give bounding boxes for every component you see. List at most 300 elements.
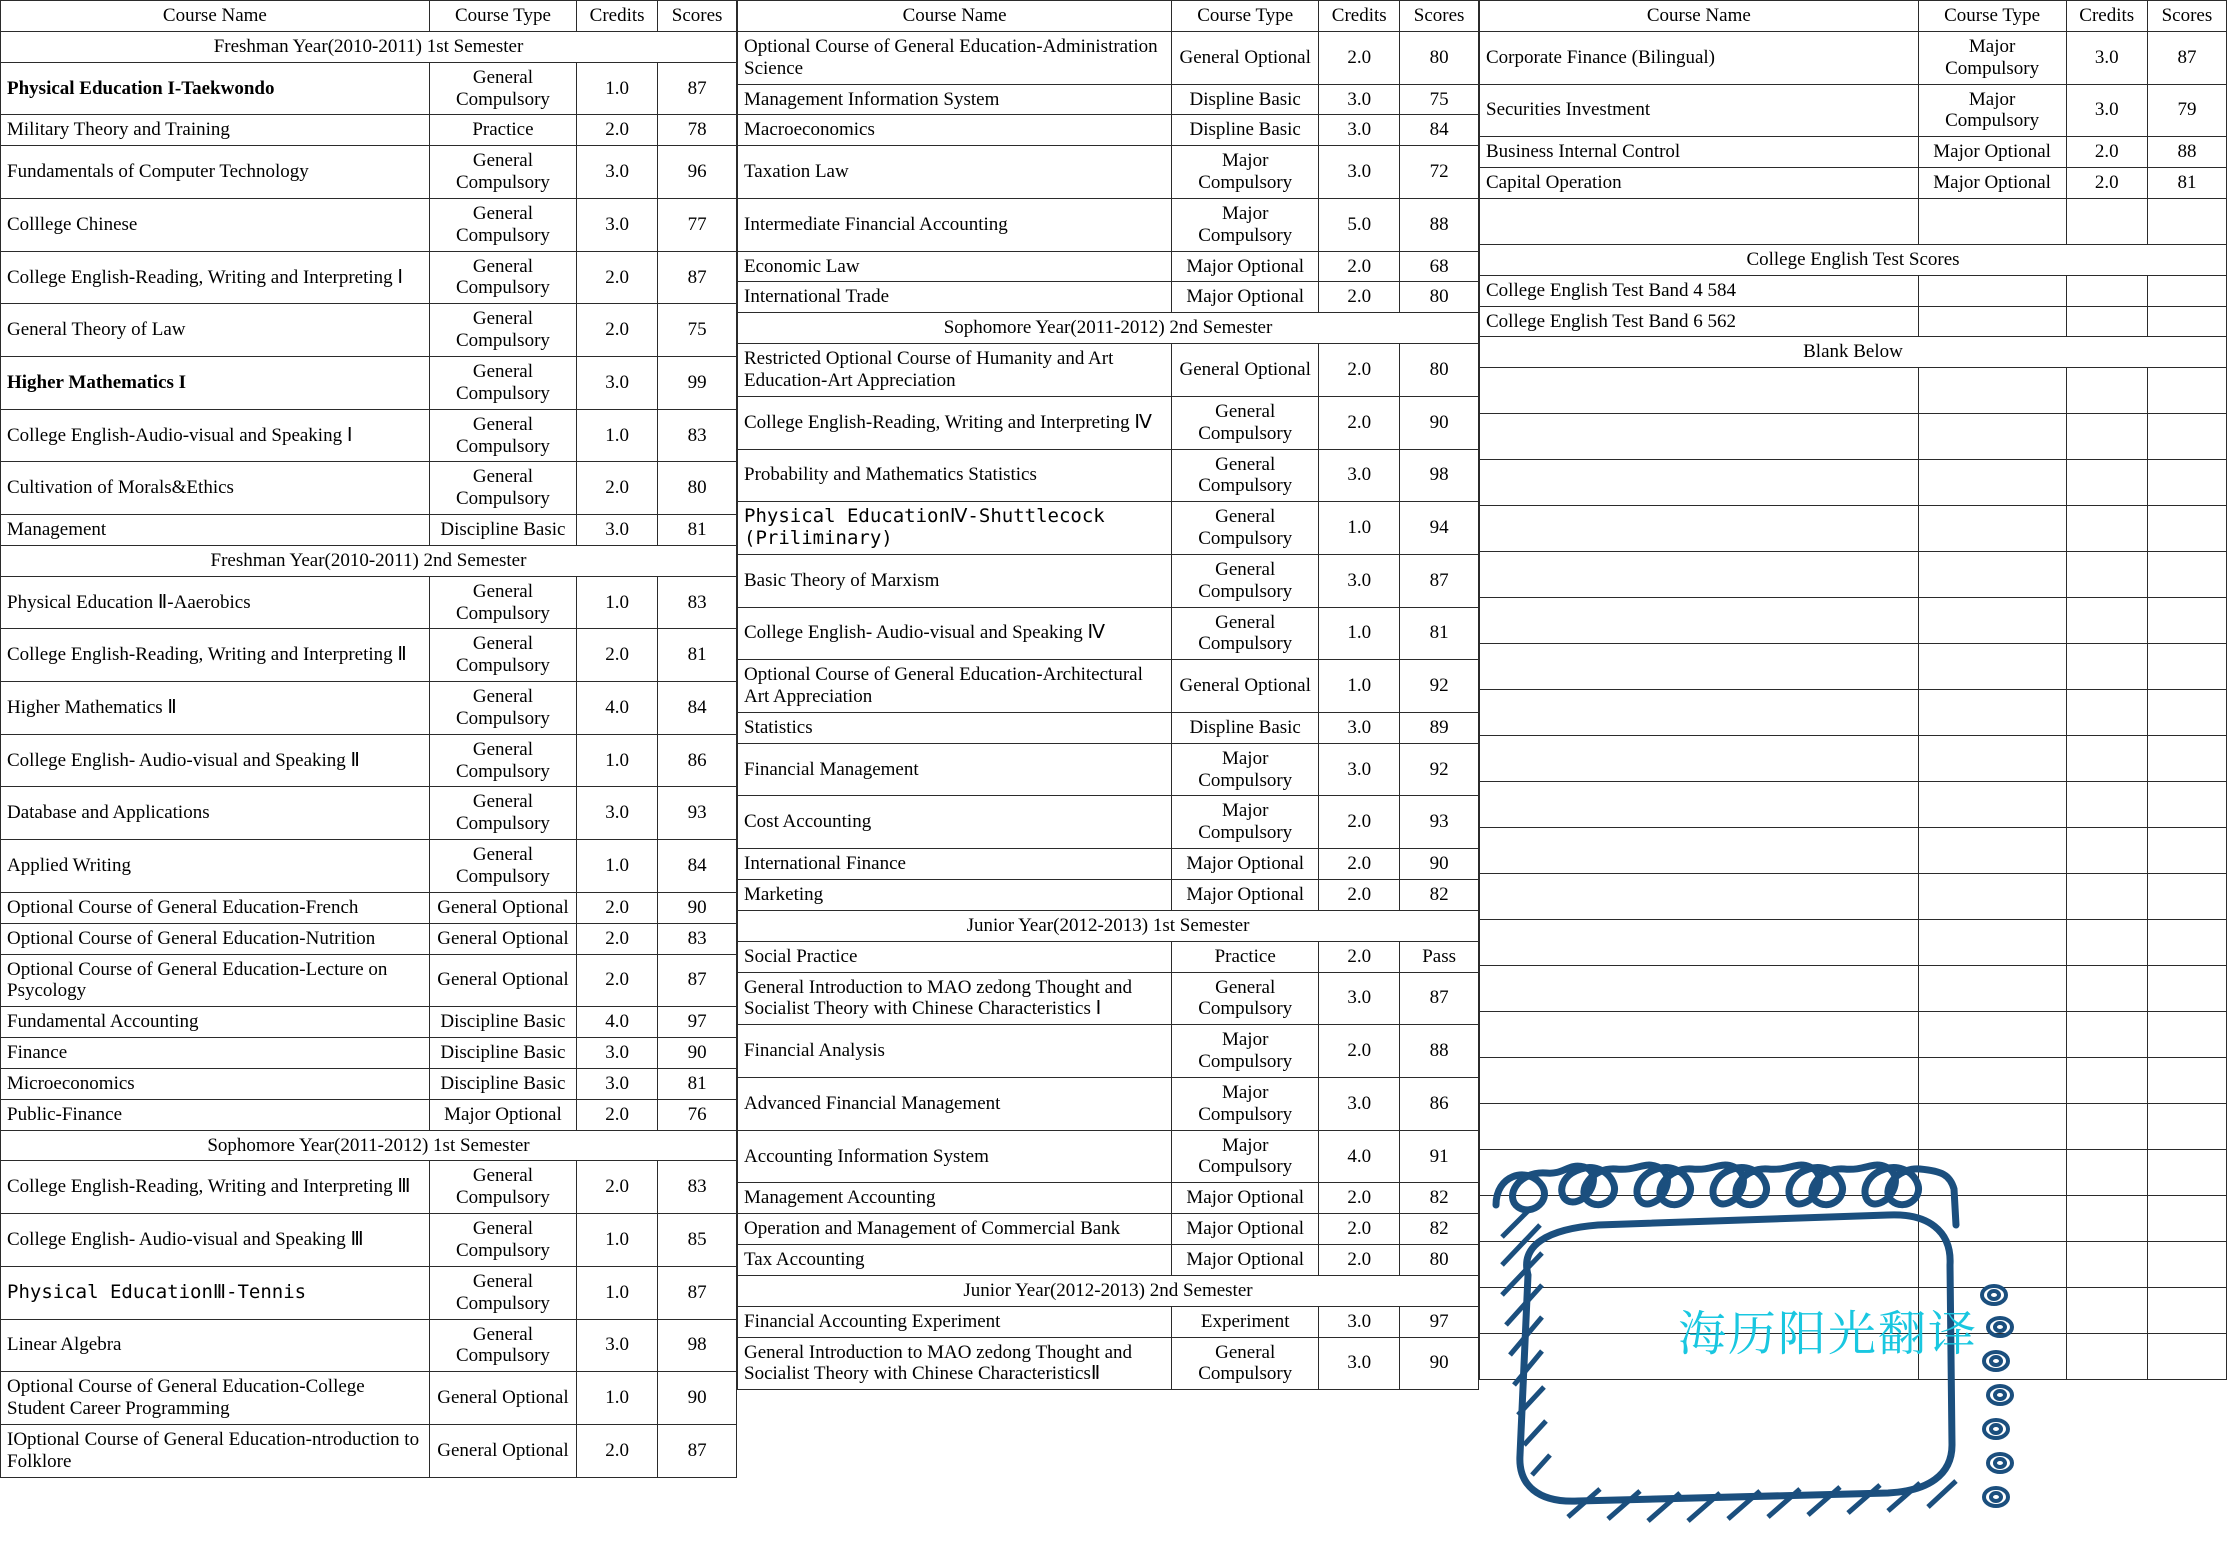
scores-cell xyxy=(2147,782,2226,828)
course-name-cell: Optional Course of General Education-Architectural Art Appreciation xyxy=(738,660,1172,713)
credits-cell: 2.0 xyxy=(577,251,658,304)
scores-cell: 90 xyxy=(1400,849,1479,880)
course-type-cell: General Compulsory xyxy=(429,787,576,840)
course-type-cell: Major Optional xyxy=(1172,251,1319,282)
scores-cell: 83 xyxy=(658,1161,737,1214)
table-row xyxy=(738,502,1479,555)
scores-cell: 86 xyxy=(658,734,737,787)
credits-header: Credits xyxy=(2066,1,2147,32)
course-name-cell: Cultivation of Morals&Ethics xyxy=(1,462,430,515)
course-name-cell: Fundamentals of Computer Technology xyxy=(1,146,430,199)
course-type-cell: Displine Basic xyxy=(1172,115,1319,146)
course-name-cell xyxy=(1480,506,1919,552)
table-row xyxy=(738,1337,1479,1390)
semester-section-row xyxy=(1,545,737,576)
scores-header: Scores xyxy=(1400,1,1479,32)
scores-cell: 84 xyxy=(658,840,737,893)
course-type-cell xyxy=(1918,920,2066,966)
course-name-cell: IOptional Course of General Education-ntroduction to Folklore xyxy=(1,1424,430,1477)
blank-row xyxy=(1480,414,2227,460)
scores-cell: 98 xyxy=(1400,449,1479,502)
scores-cell: 81 xyxy=(658,515,737,546)
table-row xyxy=(1480,275,2227,306)
scores-cell xyxy=(2147,1196,2226,1242)
course-name-cell xyxy=(1480,1334,1919,1380)
table-header-row xyxy=(738,1,1479,32)
credits-cell: 3.0 xyxy=(2066,84,2147,137)
scores-cell: 80 xyxy=(1400,344,1479,397)
course-type-cell: Practice xyxy=(429,115,576,146)
course-type-cell: General Optional xyxy=(1172,660,1319,713)
table-row xyxy=(738,198,1479,251)
credits-cell: 2.0 xyxy=(577,1161,658,1214)
scores-cell xyxy=(2147,1012,2226,1058)
scores-cell: 98 xyxy=(658,1319,737,1372)
credits-cell xyxy=(2066,414,2147,460)
course-name-cell: Applied Writing xyxy=(1,840,430,893)
table-row xyxy=(738,660,1479,713)
course-type-cell xyxy=(1918,1196,2066,1242)
credits-cell: 3.0 xyxy=(1319,972,1400,1025)
credits-cell: 3.0 xyxy=(577,198,658,251)
course-type-cell xyxy=(1918,368,2066,414)
semester-section-row xyxy=(738,910,1479,941)
credits-cell xyxy=(2066,736,2147,782)
scores-cell: 80 xyxy=(658,462,737,515)
scores-cell xyxy=(2147,920,2226,966)
course-name-cell: Physical EducationⅢ-Tennis xyxy=(1,1266,430,1319)
course-type-cell: General Compulsory xyxy=(429,1214,576,1267)
credits-cell: 1.0 xyxy=(577,576,658,629)
table-row xyxy=(1,62,737,115)
course-name-cell xyxy=(1480,966,1919,1012)
scores-cell: 80 xyxy=(1400,1244,1479,1275)
table-row xyxy=(738,396,1479,449)
course-name-cell: Restricted Optional Course of Humanity and Art Education-Art Appreciation xyxy=(738,344,1172,397)
credits-cell: 3.0 xyxy=(1319,1077,1400,1130)
credits-cell: 3.0 xyxy=(1319,743,1400,796)
scores-cell xyxy=(2147,1288,2226,1334)
course-name-cell: Securities Investment xyxy=(1480,84,1919,137)
table-row xyxy=(738,712,1479,743)
credits-cell: 3.0 xyxy=(577,787,658,840)
scores-cell xyxy=(2147,690,2226,736)
course-name-cell xyxy=(1480,736,1919,782)
scores-cell: 76 xyxy=(658,1099,737,1130)
credits-cell: 3.0 xyxy=(1319,1337,1400,1390)
course-type-cell xyxy=(1918,414,2066,460)
scores-cell xyxy=(2147,414,2226,460)
course-name-cell xyxy=(1480,552,1919,598)
scores-cell: 92 xyxy=(1400,743,1479,796)
course-name-cell: Linear Algebra xyxy=(1,1319,430,1372)
scores-cell: 68 xyxy=(1400,251,1479,282)
scores-cell: 86 xyxy=(1400,1077,1479,1130)
table-row xyxy=(1,1424,737,1477)
blank-row xyxy=(1480,1150,2227,1196)
credits-cell xyxy=(2066,460,2147,506)
credits-cell xyxy=(2066,1150,2147,1196)
scores-cell xyxy=(2147,874,2226,920)
table-row xyxy=(738,607,1479,660)
course-type-cell: General Optional xyxy=(1172,344,1319,397)
credits-cell xyxy=(2066,874,2147,920)
table-row xyxy=(738,880,1479,911)
credits-cell: 1.0 xyxy=(577,734,658,787)
course-type-cell: General Optional xyxy=(429,923,576,954)
table-row xyxy=(1,787,737,840)
credits-cell: 1.0 xyxy=(577,409,658,462)
course-type-cell xyxy=(1918,598,2066,644)
course-type-cell: General Compulsory xyxy=(429,840,576,893)
scores-header: Scores xyxy=(658,1,737,32)
table-row xyxy=(738,1244,1479,1275)
blank-row xyxy=(1480,368,2227,414)
credits-cell xyxy=(2066,368,2147,414)
course-name-cell: General Introduction to MAO zedong Thought and Socialist Theory with Chinese Characteristics Ⅰ xyxy=(738,972,1172,1025)
semester-section-row xyxy=(1,1130,737,1161)
credits-cell: 2.0 xyxy=(1319,849,1400,880)
semester-label: Sophomore Year(2011-2012) 2nd Semester xyxy=(738,313,1479,344)
course-type-cell xyxy=(1918,1150,2066,1196)
credits-cell: 3.0 xyxy=(577,146,658,199)
course-name-cell: Management Accounting xyxy=(738,1183,1172,1214)
scores-cell xyxy=(2147,1334,2226,1380)
table-header-row xyxy=(1,1,737,32)
scores-cell: Pass xyxy=(1400,941,1479,972)
table-header-row xyxy=(1480,1,2227,32)
course-type-header: Course Type xyxy=(1918,1,2066,32)
credits-cell: 1.0 xyxy=(1319,502,1400,555)
course-name-cell: College English- Audio-visual and Speaking Ⅳ xyxy=(738,607,1172,660)
table-row xyxy=(1,1319,737,1372)
credits-cell: 2.0 xyxy=(1319,1214,1400,1245)
table-row xyxy=(738,1214,1479,1245)
credits-cell xyxy=(2066,828,2147,874)
scores-cell: 82 xyxy=(1400,1183,1479,1214)
course-type-cell: Major Compulsory xyxy=(1172,743,1319,796)
course-type-cell: Major Compulsory xyxy=(1172,1025,1319,1078)
blank-row xyxy=(1480,1196,2227,1242)
course-name-cell: Higher Mathematics Ⅱ xyxy=(1,682,430,735)
course-type-cell xyxy=(1918,1334,2066,1380)
table-row xyxy=(1,629,737,682)
transcript-column-middle xyxy=(737,0,1479,1390)
course-name-cell xyxy=(1480,874,1919,920)
table-row xyxy=(738,84,1479,115)
blank-row xyxy=(1480,966,2227,1012)
course-type-cell: General Compulsory xyxy=(429,62,576,115)
table-row xyxy=(1,1372,737,1425)
course-table-middle xyxy=(737,0,1479,1390)
table-row xyxy=(738,344,1479,397)
scores-cell: 84 xyxy=(658,682,737,735)
credits-cell: 2.0 xyxy=(1319,396,1400,449)
table-row xyxy=(1,682,737,735)
scores-cell: 87 xyxy=(1400,554,1479,607)
scores-cell: 87 xyxy=(1400,972,1479,1025)
scores-cell xyxy=(2147,598,2226,644)
table-row xyxy=(1,1099,737,1130)
course-name-cell: College English- Audio-visual and Speaking Ⅱ xyxy=(1,734,430,787)
credits-cell: 3.0 xyxy=(1319,115,1400,146)
table-row xyxy=(738,251,1479,282)
course-type-cell: Experiment xyxy=(1172,1306,1319,1337)
course-name-cell: Social Practice xyxy=(738,941,1172,972)
blank-row xyxy=(1480,874,2227,920)
credits-cell: 1.0 xyxy=(577,1214,658,1267)
credits-cell xyxy=(2066,275,2147,306)
course-type-cell: General Compulsory xyxy=(1172,1337,1319,1390)
scores-cell: 87 xyxy=(658,1266,737,1319)
scores-cell: 81 xyxy=(658,629,737,682)
course-name-cell xyxy=(1480,828,1919,874)
table-row xyxy=(1480,137,2227,168)
semester-label: College English Test Scores xyxy=(1480,244,2227,275)
course-type-cell: Major Optional xyxy=(1172,282,1319,313)
credits-cell: 3.0 xyxy=(577,1038,658,1069)
credits-cell: 2.0 xyxy=(577,462,658,515)
table-row xyxy=(1480,84,2227,137)
table-row xyxy=(1,409,737,462)
table-row xyxy=(738,31,1479,84)
course-name-cell: Economic Law xyxy=(738,251,1172,282)
course-name-cell xyxy=(1480,1196,1919,1242)
credits-cell xyxy=(2066,920,2147,966)
scores-cell xyxy=(2147,1150,2226,1196)
course-name-cell xyxy=(1480,1242,1919,1288)
scores-cell: 88 xyxy=(1400,1025,1479,1078)
table-row xyxy=(738,282,1479,313)
credits-cell xyxy=(2066,552,2147,598)
scores-cell: 77 xyxy=(658,198,737,251)
scores-cell: 80 xyxy=(1400,31,1479,84)
table-row xyxy=(738,146,1479,199)
course-type-cell: General Compulsory xyxy=(429,198,576,251)
course-name-cell xyxy=(1480,644,1919,690)
course-type-cell: Major Optional xyxy=(1172,849,1319,880)
scores-cell: 85 xyxy=(658,1214,737,1267)
scores-cell xyxy=(2147,966,2226,1012)
credits-cell: 1.0 xyxy=(577,62,658,115)
course-type-cell xyxy=(1918,690,2066,736)
course-name-cell: Cost Accounting xyxy=(738,796,1172,849)
scores-cell: 90 xyxy=(1400,1337,1479,1390)
course-name-cell: College English Test Band 6 562 xyxy=(1480,306,1919,337)
course-type-cell xyxy=(1918,782,2066,828)
table-row xyxy=(738,743,1479,796)
credits-cell: 2.0 xyxy=(1319,31,1400,84)
table-row xyxy=(1,1266,737,1319)
credits-cell: 2.0 xyxy=(1319,1183,1400,1214)
scores-cell: 90 xyxy=(1400,396,1479,449)
blank-row xyxy=(1480,1334,2227,1380)
scores-cell: 83 xyxy=(658,576,737,629)
course-type-header: Course Type xyxy=(1172,1,1319,32)
course-name-cell xyxy=(1480,782,1919,828)
course-type-cell: General Compulsory xyxy=(429,629,576,682)
scores-cell: 75 xyxy=(1400,84,1479,115)
course-type-cell xyxy=(1918,1058,2066,1104)
credits-cell: 4.0 xyxy=(577,1007,658,1038)
course-name-cell xyxy=(1480,598,1919,644)
table-row xyxy=(1480,306,2227,337)
table-row xyxy=(1480,168,2227,199)
table-row xyxy=(1,198,737,251)
blank-row xyxy=(1480,782,2227,828)
course-name-cell: Macroeconomics xyxy=(738,115,1172,146)
course-name-cell: Optional Course of General Education-Nutrition xyxy=(1,923,430,954)
semester-section-row xyxy=(738,1275,1479,1306)
course-name-cell: Optional Course of General Education-College Student Career Programming xyxy=(1,1372,430,1425)
credits-cell: 4.0 xyxy=(1319,1130,1400,1183)
scores-cell: 79 xyxy=(2147,84,2226,137)
blank-row xyxy=(1480,1012,2227,1058)
credits-cell: 1.0 xyxy=(577,1266,658,1319)
scores-cell: 87 xyxy=(658,62,737,115)
credits-cell: 2.0 xyxy=(577,629,658,682)
scores-cell: 93 xyxy=(658,787,737,840)
course-name-cell: Business Internal Control xyxy=(1480,137,1919,168)
course-type-cell xyxy=(1918,736,2066,782)
scores-cell: 81 xyxy=(2147,168,2226,199)
course-name-cell xyxy=(1480,1104,1919,1150)
credits-header: Credits xyxy=(577,1,658,32)
scores-cell: 96 xyxy=(658,146,737,199)
course-name-cell: College English-Reading, Writing and Interpreting Ⅱ xyxy=(1,629,430,682)
scores-cell xyxy=(2147,460,2226,506)
course-type-cell: General Compulsory xyxy=(429,304,576,357)
table-row xyxy=(1,954,737,1007)
course-type-cell: Major Optional xyxy=(1172,880,1319,911)
blank-row xyxy=(1480,598,2227,644)
table-row xyxy=(1480,31,2227,84)
scores-cell: 91 xyxy=(1400,1130,1479,1183)
credits-cell: 3.0 xyxy=(1319,146,1400,199)
semester-label: Junior Year(2012-2013) 2nd Semester xyxy=(738,1275,1479,1306)
course-type-cell: General Compulsory xyxy=(1172,972,1319,1025)
scores-cell xyxy=(2147,1242,2226,1288)
scores-cell: 87 xyxy=(2147,31,2226,84)
course-type-cell: General Compulsory xyxy=(429,356,576,409)
scores-cell xyxy=(2147,644,2226,690)
table-row xyxy=(738,1306,1479,1337)
credits-cell: 1.0 xyxy=(577,840,658,893)
credits-cell xyxy=(2066,644,2147,690)
scores-cell xyxy=(2147,306,2226,337)
course-name-header: Course Name xyxy=(1,1,430,32)
credits-cell: 1.0 xyxy=(1319,607,1400,660)
credits-cell: 2.0 xyxy=(577,115,658,146)
course-name-cell: Fundamental Accounting xyxy=(1,1007,430,1038)
course-name-cell: Physical EducationⅣ-Shuttlecock (Priliminary) xyxy=(738,502,1172,555)
course-name-cell xyxy=(1480,920,1919,966)
course-name-cell: Statistics xyxy=(738,712,1172,743)
course-type-cell: General Compulsory xyxy=(429,462,576,515)
course-name-cell: College English- Audio-visual and Speaking Ⅲ xyxy=(1,1214,430,1267)
credits-cell: 3.0 xyxy=(1319,1306,1400,1337)
course-type-cell xyxy=(1918,552,2066,598)
semester-label: Junior Year(2012-2013) 1st Semester xyxy=(738,910,1479,941)
course-type-cell xyxy=(1918,198,2066,244)
scores-cell: 87 xyxy=(658,954,737,1007)
credits-cell xyxy=(2066,598,2147,644)
credits-cell: 2.0 xyxy=(2066,168,2147,199)
blank-row xyxy=(1480,1288,2227,1334)
scores-cell: 83 xyxy=(658,923,737,954)
blank-row xyxy=(1480,198,2227,244)
course-type-cell: General Compulsory xyxy=(429,1161,576,1214)
course-type-cell: General Optional xyxy=(429,1372,576,1425)
course-name-cell: Physical Education I-Taekwondo xyxy=(1,62,430,115)
credits-cell: 2.0 xyxy=(1319,880,1400,911)
scores-cell xyxy=(2147,736,2226,782)
scores-cell: 88 xyxy=(1400,198,1479,251)
table-row xyxy=(738,941,1479,972)
course-name-cell: Financial Management xyxy=(738,743,1172,796)
scores-cell xyxy=(2147,198,2226,244)
course-type-cell: General Compulsory xyxy=(429,576,576,629)
course-type-cell: Displine Basic xyxy=(1172,712,1319,743)
course-name-cell xyxy=(1480,198,1919,244)
credits-cell: 3.0 xyxy=(577,1319,658,1372)
course-type-cell: General Compulsory xyxy=(429,1319,576,1372)
course-name-cell: Higher Mathematics I xyxy=(1,356,430,409)
course-type-cell: Major Compulsory xyxy=(1918,31,2066,84)
course-name-cell: College English-Reading, Writing and Interpreting Ⅰ xyxy=(1,251,430,304)
table-row xyxy=(1,576,737,629)
table-row xyxy=(1,1068,737,1099)
credits-cell: 2.0 xyxy=(577,304,658,357)
table-row xyxy=(738,796,1479,849)
course-name-cell: Colllege Chinese xyxy=(1,198,430,251)
scores-cell: 97 xyxy=(658,1007,737,1038)
course-name-header: Course Name xyxy=(738,1,1172,32)
credits-cell: 2.0 xyxy=(577,892,658,923)
semester-label: Freshman Year(2010-2011) 1st Semester xyxy=(1,31,737,62)
credits-cell: 2.0 xyxy=(1319,282,1400,313)
course-name-cell: Financial Analysis xyxy=(738,1025,1172,1078)
scores-cell xyxy=(2147,506,2226,552)
course-name-cell xyxy=(1480,368,1919,414)
course-type-cell: Major Compulsory xyxy=(1172,796,1319,849)
course-type-cell: Major Optional xyxy=(1172,1183,1319,1214)
course-type-cell: Major Compulsory xyxy=(1918,84,2066,137)
credits-cell xyxy=(2066,966,2147,1012)
course-name-cell: Marketing xyxy=(738,880,1172,911)
table-row xyxy=(1,923,737,954)
course-type-cell: General Optional xyxy=(1172,31,1319,84)
course-type-cell: General Compulsory xyxy=(1172,449,1319,502)
course-name-cell: Optional Course of General Education-Administration Science xyxy=(738,31,1172,84)
course-type-cell: Discipline Basic xyxy=(429,1038,576,1069)
scores-cell: 97 xyxy=(1400,1306,1479,1337)
course-type-cell: Major Compulsory xyxy=(1172,1130,1319,1183)
course-type-cell xyxy=(1918,1012,2066,1058)
table-row xyxy=(738,1130,1479,1183)
credits-cell: 2.0 xyxy=(577,1424,658,1477)
credits-cell: 3.0 xyxy=(577,356,658,409)
credits-cell xyxy=(2066,1012,2147,1058)
scores-cell: 90 xyxy=(658,1038,737,1069)
semester-label: Sophomore Year(2011-2012) 1st Semester xyxy=(1,1130,737,1161)
course-type-cell: Discipline Basic xyxy=(429,1007,576,1038)
course-name-cell: Financial Accounting Experiment xyxy=(738,1306,1172,1337)
course-name-cell xyxy=(1480,1288,1919,1334)
scores-cell: 78 xyxy=(658,115,737,146)
scores-cell: 89 xyxy=(1400,712,1479,743)
table-row xyxy=(738,1183,1479,1214)
